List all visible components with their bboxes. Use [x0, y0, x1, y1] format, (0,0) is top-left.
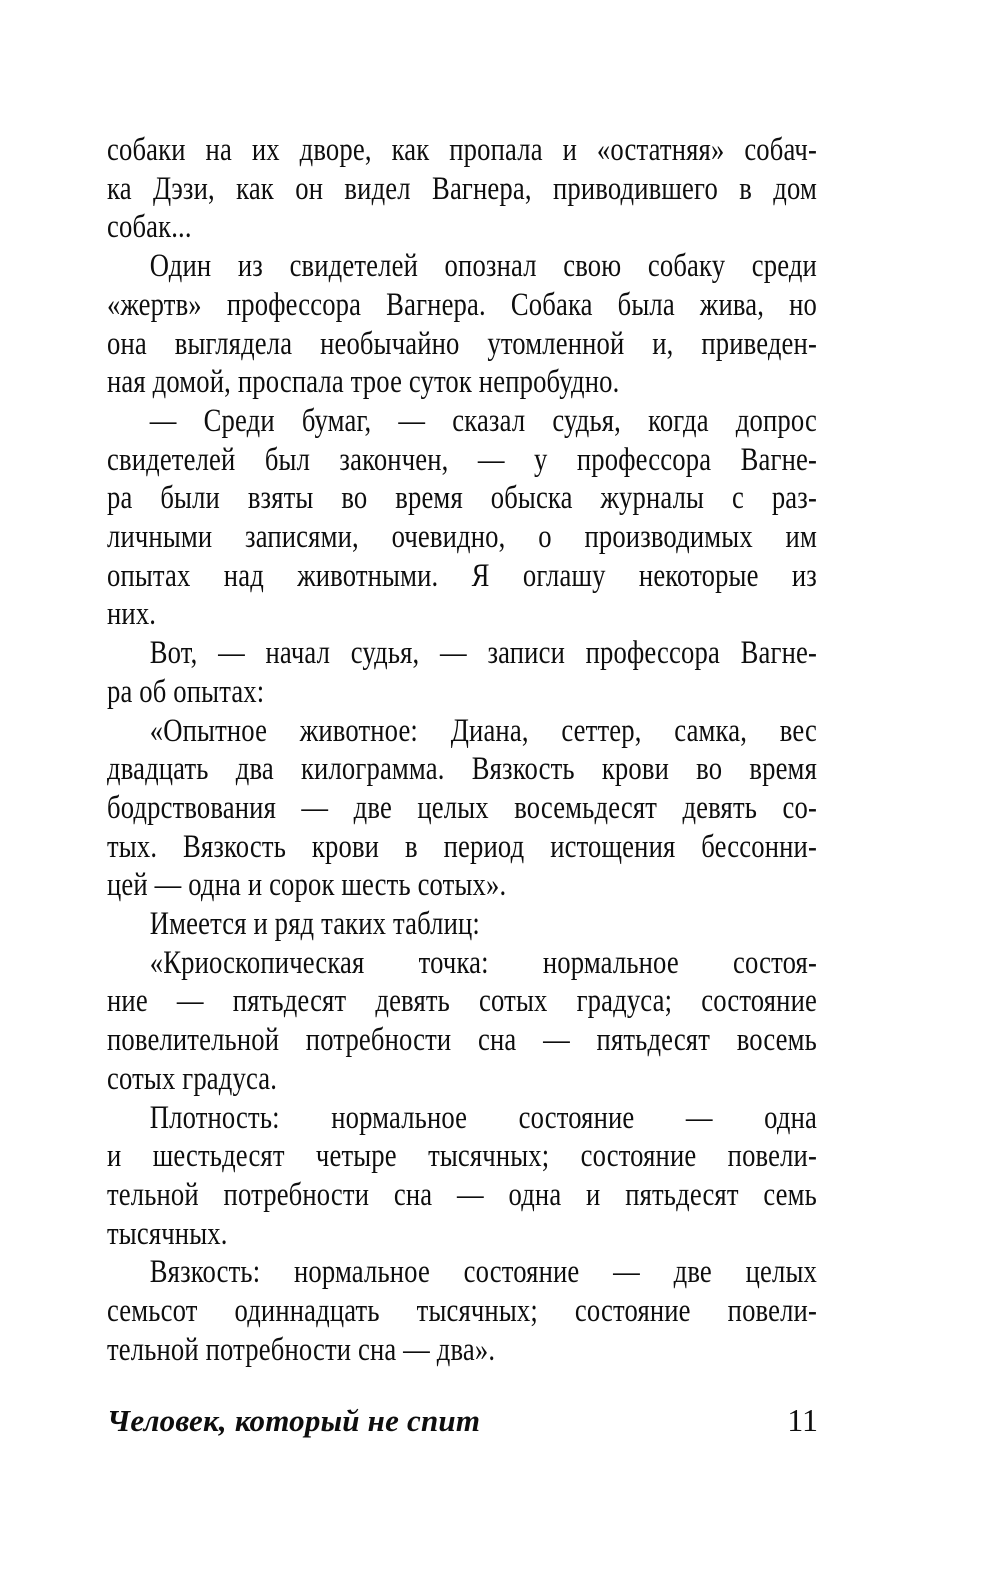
text-line: Вязкость: нормальное состояние — две целых: [149, 1254, 817, 1291]
text-line: «Опытное животное: Диана, сеттер, самка, вес: [149, 712, 817, 749]
text-line: Плотность: нормальное состояние — одна: [149, 1099, 817, 1136]
text-line: сотых градуса.: [107, 1060, 278, 1097]
paragraph: [107, 1253, 817, 1369]
text-line: бодрствования — две целых восемьдесят девять со-: [107, 789, 817, 826]
text-line: «жертв» профессора Вагнера. Собака была жива, но: [107, 286, 817, 323]
text-line: собаки на их дворе, как пропала и «остатняя» собач-: [107, 132, 817, 168]
text-line: Имеется и ряд таких таблиц:: [149, 906, 480, 943]
text-line: ная домой, проспала трое суток непробудно.: [107, 364, 620, 401]
text-line: — Среди бумаг, — сказал судья, когда допрос: [149, 402, 817, 439]
text-line: свидетелей был закончен, — у профессора Вагне-: [107, 441, 817, 478]
text-line: повелительной потребности сна — пятьдесят восемь: [107, 1022, 817, 1059]
text-line: собак...: [107, 209, 192, 246]
text-line: «Криоскопическая точка: нормальное состоя-: [149, 944, 817, 981]
text-line: цей — одна и сорок шесть сотых».: [107, 867, 507, 904]
text-line: личными записями, очевидно, о производимых им: [107, 519, 817, 556]
text-line: них.: [107, 596, 157, 633]
paragraph: [107, 944, 817, 1099]
text-line: она выглядела необычайно утомленной и, приведен-: [107, 325, 817, 362]
page-footer: [107, 1402, 818, 1439]
text-line: ние — пятьдесят девять сотых градуса; состояние: [107, 983, 817, 1020]
paragraph: [107, 131, 817, 247]
text-line: ка Дэзи, как он видел Вагнера, приводившего в дом: [107, 170, 817, 207]
text-line: опытах над животными. Я оглашу некоторые из: [107, 557, 817, 594]
body-text: [107, 131, 817, 1370]
paragraph: [107, 712, 817, 906]
page-number: 11: [787, 1402, 818, 1438]
paragraph: [107, 402, 817, 634]
paragraph: [107, 905, 817, 944]
text-line: тысячных.: [107, 1215, 228, 1252]
text-line: двадцать два килограмма. Вязкость крови во время: [107, 751, 817, 788]
running-title: Человек, который не спит: [107, 1403, 481, 1438]
text-line: семьсот одиннадцать тысячных; состояние повели-: [107, 1293, 817, 1330]
text-line: ра были взяты во время обыска журналы с раз-: [107, 480, 817, 517]
paragraph: [107, 247, 817, 402]
text-line: и шестьдесят четыре тысячных; состояние повели-: [107, 1138, 817, 1175]
text-line: тельной потребности сна — два».: [107, 1331, 496, 1368]
text-line: Вот, — начал судья, — записи профессора Вагне-: [149, 635, 817, 672]
paragraph: [107, 634, 817, 711]
text-line: тельной потребности сна — одна и пятьдесят семь: [107, 1176, 817, 1213]
text-line: ра об опытах:: [107, 673, 265, 710]
paragraph: [107, 1099, 817, 1254]
text-line: Один из свидетелей опознал свою собаку среди: [149, 248, 817, 285]
text-line: тых. Вязкость крови в период истощения бессонни-: [107, 828, 817, 865]
